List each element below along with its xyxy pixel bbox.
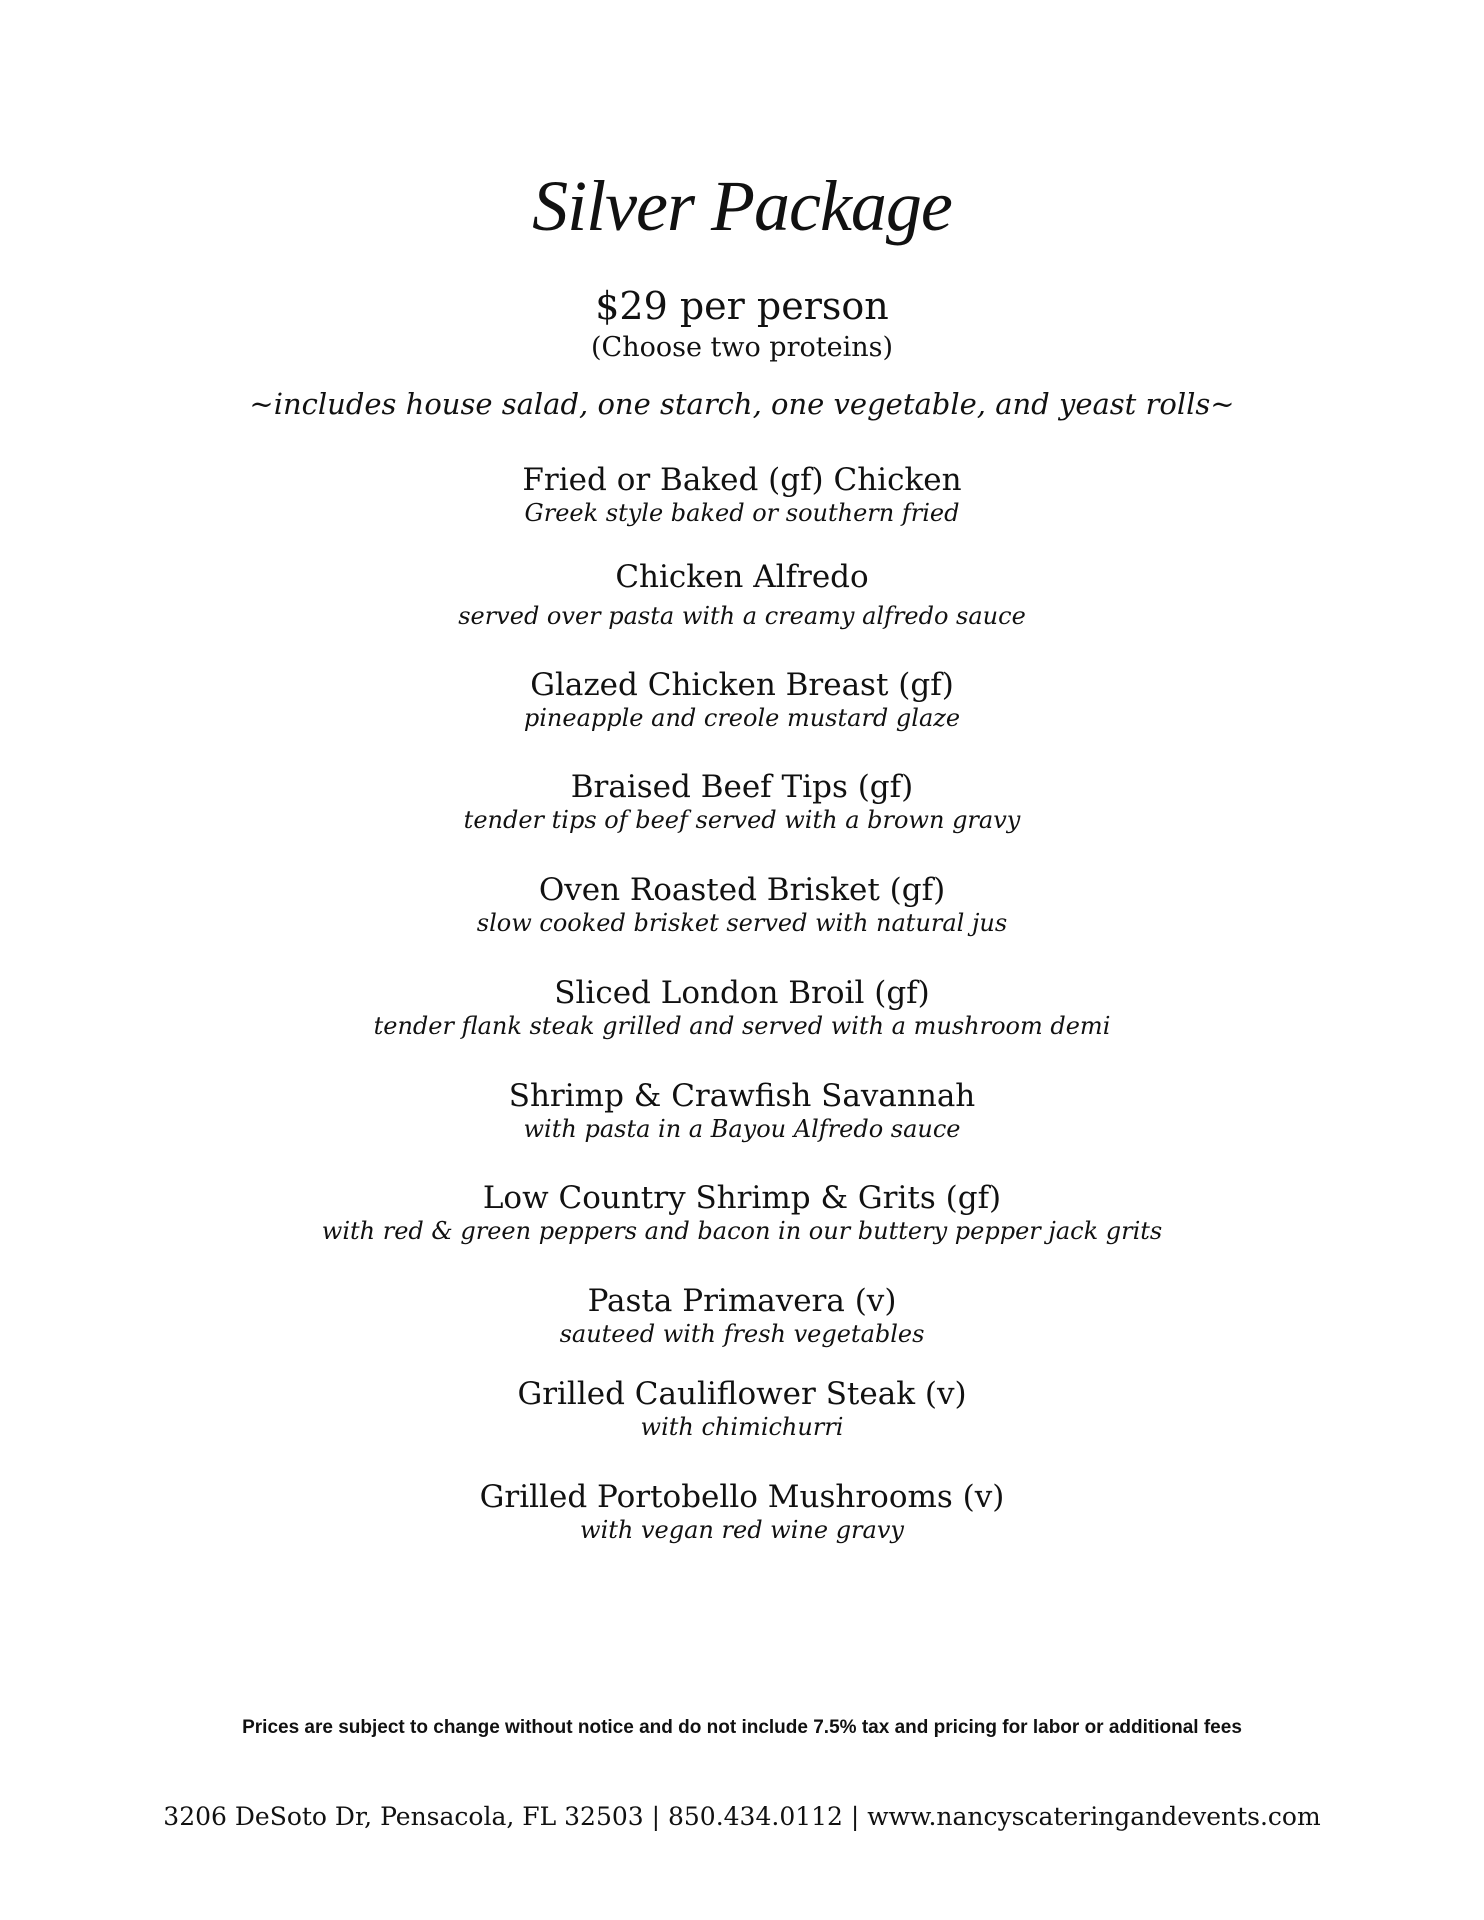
menu-item	[0, 1479, 1484, 1545]
menu-item-name: Grilled Portobello Mushrooms (v)	[479, 1479, 1005, 1515]
menu-item-name: Glazed Chicken Breast (gf)	[530, 667, 954, 703]
menu-item-name: Pasta Primavera (v)	[587, 1283, 897, 1319]
menu-item-name: Sliced London Broil (gf)	[554, 975, 930, 1011]
pricing-disclaimer: Prices are subject to change without notice and do not include 7.5% tax and pricing for labor or additional fees	[242, 1717, 1242, 1738]
menu-item	[0, 872, 1484, 938]
menu-item-description: pineapple and creole mustard glaze	[523, 704, 961, 732]
page-title: Silver Package	[532, 166, 952, 246]
price-per-person: $29 per person	[595, 284, 889, 328]
includes-note: ~includes house salad, one starch, one vegetable, and yeast rolls~	[249, 387, 1235, 421]
menu-item	[0, 1376, 1484, 1442]
menu-item-name: Low Country Shrimp & Grits (gf)	[482, 1180, 1002, 1216]
menu-item-description: Greek style baked or southern fried	[524, 499, 960, 527]
menu-item-description: slow cooked brisket served with natural jus	[476, 909, 1008, 937]
menu-item-description: with vegan red wine gravy	[580, 1516, 904, 1544]
menu-item-description: with red & green peppers and bacon in our buttery pepper jack grits	[321, 1217, 1163, 1245]
menu-item	[0, 462, 1484, 528]
menu-item-description: sauteed with fresh vegetables	[559, 1320, 925, 1348]
menu-item-description: with pasta in a Bayou Alfredo sauce	[523, 1115, 961, 1143]
menu-item	[0, 1078, 1484, 1144]
menu-item-name: Chicken Alfredo	[615, 559, 869, 595]
menu-item-name: Grilled Cauliflower Steak (v)	[517, 1376, 967, 1412]
menu-item	[0, 1283, 1484, 1349]
menu-item	[0, 559, 1484, 631]
menu-item-description: served over pasta with a creamy alfredo sauce	[458, 602, 1026, 630]
menu-item	[0, 975, 1484, 1041]
menu-item-name: Braised Beef Tips (gf)	[570, 769, 914, 805]
menu-item-name: Oven Roasted Brisket (gf)	[538, 872, 946, 908]
menu-item-name: Shrimp & Crawfish Savannah	[508, 1078, 976, 1114]
menu-item	[0, 769, 1484, 835]
menu-item-description: tender tips of beef served with a brown gravy	[463, 806, 1021, 834]
contact-footer: 3206 DeSoto Dr, Pensacola, FL 32503 | 850.434.0112 | www.nancyscateringandevents.com	[163, 1802, 1321, 1831]
menu-item	[0, 1180, 1484, 1246]
menu-item-description: tender flank steak grilled and served with a mushroom demi	[373, 1012, 1111, 1040]
menu-item	[0, 667, 1484, 733]
choose-proteins-note: (Choose two proteins)	[591, 332, 893, 363]
menu-item-name: Fried or Baked (gf) Chicken	[522, 462, 962, 498]
menu-item-description: with chimichurri	[640, 1413, 844, 1441]
